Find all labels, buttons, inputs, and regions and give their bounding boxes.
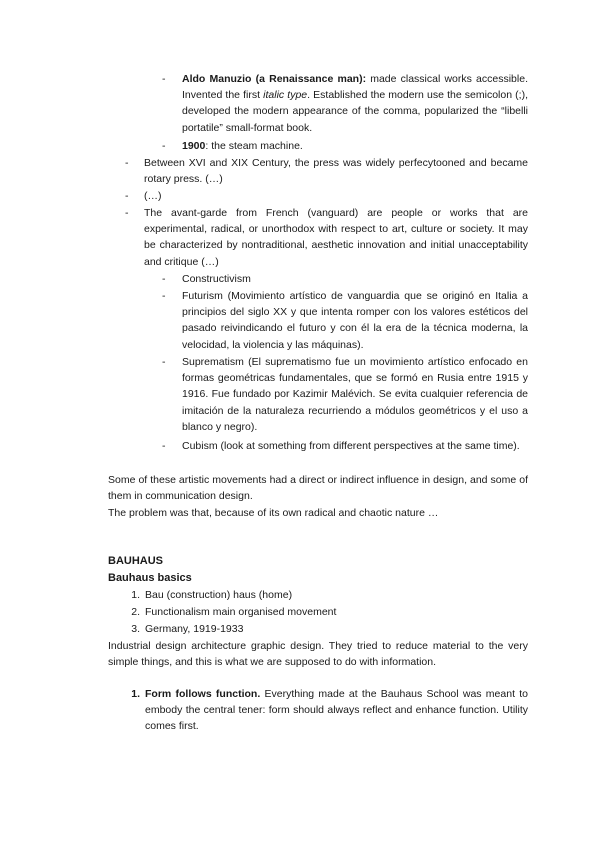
movement-constructivism: Constructivism bbox=[182, 273, 251, 285]
manuzio-bold: Aldo Manuzio (a Renaissance man): bbox=[182, 73, 367, 85]
basics-item-1: Bau (construction) haus (home) bbox=[145, 589, 293, 601]
movement-cubism: Cubism (look at something from different perspectives at the same time). bbox=[182, 440, 520, 452]
movement-futurism: Futurism (Movimiento artístico de vanguardia que se originó en Italia a principios del siglo XX y que intenta romper con los valores estéticos del pasado reivindicando el futuro y con él la era de la técnica moderna, la velocidad, la violencia y las máquinas). bbox=[182, 290, 528, 351]
principle-form-follows-function bbox=[145, 686, 528, 735]
list-item-avantgarde: The avant-garde from French (vanguard) are people or works that are experimental, radical, or unorthodox with respect to art, culture or society. It may be characterized by nontraditional, aesthetic innovation and initial unacceptability and critique (…) bbox=[144, 207, 528, 268]
paragraph-influence: Some of these artistic movements had a direct or indirect influence in design, and some of them in communication design. bbox=[108, 474, 528, 503]
basics-item-2: Functionalism main organised movement bbox=[145, 606, 337, 618]
list-item-ellipsis: (…) bbox=[144, 190, 162, 202]
manuzio-text-2: . Established the modern use the semicolon (;), developed the modern appearance of the comma, popularized the “libelli portatile” small-format book. bbox=[182, 89, 528, 134]
section-subheading: Bauhaus basics bbox=[108, 572, 192, 584]
section-heading: BAUHAUS bbox=[108, 555, 163, 567]
list-bullet: - bbox=[162, 290, 166, 302]
list-bullet: - bbox=[125, 207, 129, 219]
principle-text: Everything made at the Bauhaus School was meant to embody the central tener: form should always reflect and enhance function. Utility comes first. bbox=[145, 688, 528, 733]
manuzio-text-1: made classical works accessible. Invented the first bbox=[182, 73, 528, 102]
paragraph-problem: The problem was that, because of its own radical and chaotic nature … bbox=[108, 507, 439, 519]
list-item-manuzio bbox=[182, 71, 528, 136]
list-bullet: - bbox=[162, 73, 166, 85]
list-bullet: - bbox=[162, 273, 166, 285]
list-item-steam bbox=[182, 138, 528, 154]
list-item-press: Between XVI and XIX Century, the press was widely perfecytooned and became rotary press. (…) bbox=[144, 157, 528, 186]
principle-bold: Form follows function. bbox=[145, 688, 261, 700]
steam-text: : the steam machine. bbox=[205, 140, 303, 152]
paragraph-industrial-design: Industrial design architecture graphic design. They tried to reduce material to the very simple things, and this is what we are supposed to do with information. bbox=[108, 640, 528, 669]
list-bullet: - bbox=[162, 440, 166, 452]
list-number: 3. bbox=[131, 623, 140, 635]
list-bullet: - bbox=[162, 140, 166, 152]
list-number: 1. bbox=[131, 589, 140, 601]
basics-item-3: Germany, 1919-1933 bbox=[145, 623, 244, 635]
list-bullet: - bbox=[162, 356, 166, 368]
list-number: 1. bbox=[131, 688, 140, 700]
steam-bold: 1900 bbox=[182, 140, 206, 152]
list-number: 2. bbox=[131, 606, 140, 618]
list-bullet: - bbox=[125, 157, 129, 169]
list-bullet: - bbox=[125, 190, 129, 202]
italic-type-term: italic type bbox=[263, 89, 308, 102]
movement-suprematism: Suprematism (El suprematismo fue un movimiento artístico enfocado en formas geométricas fundamentales, que se formó en Rusia entre 1915 y 1916. Fue fundado por Kazimir Malévich. Se evita cualquier referencia de imitación de la naturaleza recurriendo a módulos geométricos y el uso a blanco y negro). bbox=[182, 356, 528, 433]
